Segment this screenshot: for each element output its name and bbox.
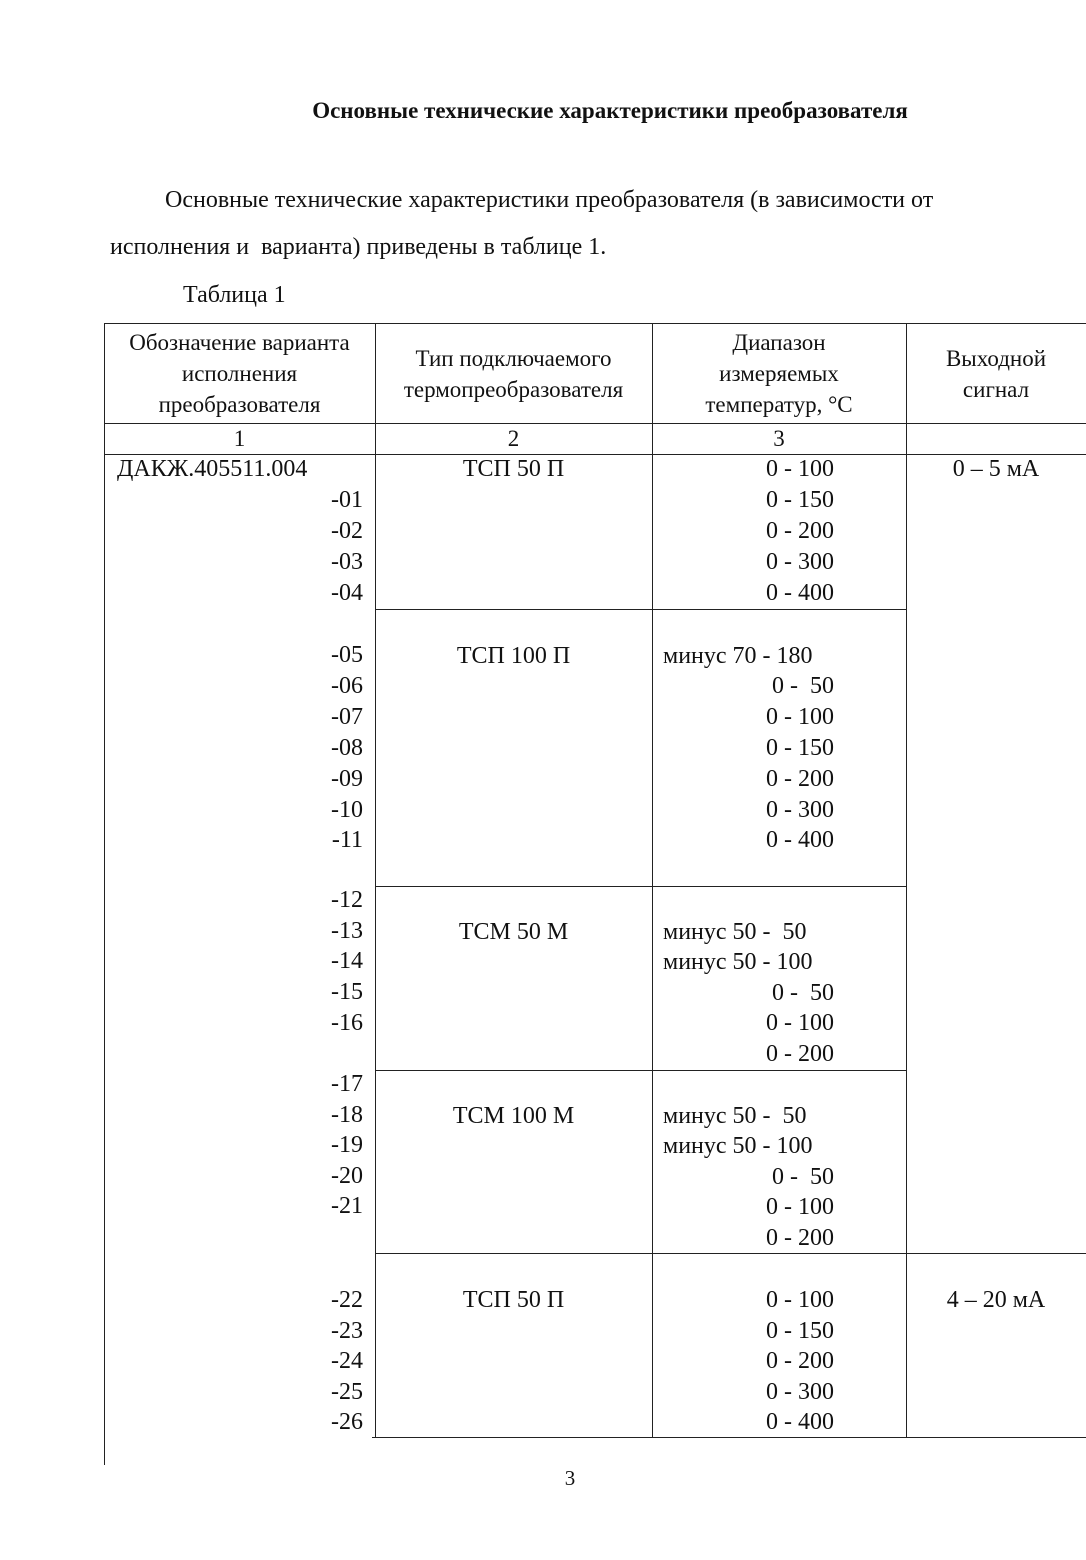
variant-designation: -02 (331, 518, 363, 544)
temperature-range: минус 50 - 100 (663, 949, 813, 975)
variant-designation: -25 (331, 1379, 363, 1405)
temperature-range: 0 - 300 (766, 797, 834, 823)
header-output: Выходной сигнал (945, 346, 1047, 402)
output-signal: 4 – 20 мА (946, 1287, 1046, 1313)
page-number: 3 (564, 1466, 576, 1490)
column-divider (906, 323, 907, 1437)
temperature-range: 0 - 300 (766, 549, 834, 575)
temperature-range: 0 - 200 (766, 766, 834, 792)
temperature-range: 0 - 50 (772, 980, 834, 1006)
paragraph-line-2: исполнения и варианта) приведены в таблице 1. (110, 234, 607, 260)
variant-designation: -05 (331, 642, 363, 668)
table-border-bottom (372, 1437, 1086, 1438)
page-title: Основные технические характеристики преобразователя (312, 98, 908, 123)
temperature-range: 0 - 100 (766, 1010, 834, 1036)
column-number-2: 2 (507, 426, 520, 451)
temperature-range: минус 50 - 100 (663, 1133, 813, 1159)
variant-designation: -21 (331, 1193, 363, 1219)
column-divider (375, 323, 376, 1437)
temperature-range: минус 50 - 50 (663, 919, 807, 945)
header-sensor-type: Тип подключаемого термопреобразователя (403, 346, 624, 402)
paragraph-line-1: Основные технические характеристики преобразователя (в зависимости от (165, 187, 934, 213)
column-number-3: 3 (773, 426, 785, 451)
group-divider (375, 1070, 906, 1071)
variant-designation: -18 (331, 1102, 363, 1128)
temperature-range: 0 - 100 (766, 1287, 834, 1313)
variant-designation: -04 (331, 580, 363, 606)
table-caption: Таблица 1 (183, 282, 286, 308)
temperature-range: 0 - 50 (772, 673, 834, 699)
temperature-range: 0 - 400 (766, 827, 834, 853)
variant-designation: -26 (331, 1409, 363, 1435)
temperature-range: 0 - 150 (766, 487, 834, 513)
variant-designation: -07 (331, 704, 363, 730)
column-number-1: 1 (233, 426, 246, 451)
variant-designation: -10 (331, 797, 363, 823)
variant-designation: -17 (331, 1071, 363, 1097)
sensor-type: ТСМ 100 М (452, 1103, 575, 1129)
table-border-top (104, 323, 1086, 324)
group-divider (375, 1253, 1086, 1254)
variant-designation: -24 (331, 1348, 363, 1374)
variant-designation: -12 (331, 887, 363, 913)
sensor-type: ТСП 50 П (462, 456, 565, 482)
temperature-range: 0 - 200 (766, 1225, 834, 1251)
variant-designation: -20 (331, 1163, 363, 1189)
sensor-type: ТСП 100 П (456, 643, 571, 669)
header-designation: Обозначение варианта исполнения преобразователя (129, 330, 350, 417)
header-range: Диапазон измеряемых температур, °С (705, 330, 853, 417)
variant-designation: -15 (331, 979, 363, 1005)
temperature-range: минус 70 - 180 (663, 643, 813, 669)
variant-designation: -14 (331, 948, 363, 974)
group-divider (375, 609, 906, 610)
temperature-range: 0 - 100 (766, 704, 834, 730)
variant-designation: -09 (331, 766, 363, 792)
variant-designation: -08 (331, 735, 363, 761)
temperature-range: 0 - 150 (766, 735, 834, 761)
temperature-range: 0 - 200 (766, 1348, 834, 1374)
variant-designation: -03 (331, 549, 363, 575)
sensor-type: ТСМ 50 М (458, 919, 569, 945)
variant-designation: -16 (331, 1010, 363, 1036)
temperature-range: 0 - 300 (766, 1379, 834, 1405)
group-divider (375, 886, 906, 887)
temperature-range: 0 - 200 (766, 518, 834, 544)
variant-designation: -13 (331, 918, 363, 944)
temperature-range: 0 - 400 (766, 580, 834, 606)
variant-designation: -22 (331, 1287, 363, 1313)
temperature-range: 0 - 150 (766, 1318, 834, 1344)
temperature-range: 0 - 50 (772, 1164, 834, 1190)
temperature-range: 0 - 200 (766, 1041, 834, 1067)
temperature-range: 0 - 100 (766, 1194, 834, 1220)
temperature-range: минус 50 - 50 (663, 1103, 807, 1129)
temperature-range: 0 - 100 (766, 456, 834, 482)
output-signal: 0 – 5 мА (952, 456, 1040, 482)
variant-designation: -19 (331, 1132, 363, 1158)
variant-designation: -06 (331, 673, 363, 699)
sensor-type: ТСП 50 П (462, 1287, 565, 1313)
variant-designation: -23 (331, 1318, 363, 1344)
variant-designation: -11 (331, 827, 363, 853)
variant-designation: -01 (331, 487, 363, 513)
temperature-range: 0 - 400 (766, 1409, 834, 1435)
variant-designation: ДАКЖ.405511.004 (117, 456, 308, 482)
